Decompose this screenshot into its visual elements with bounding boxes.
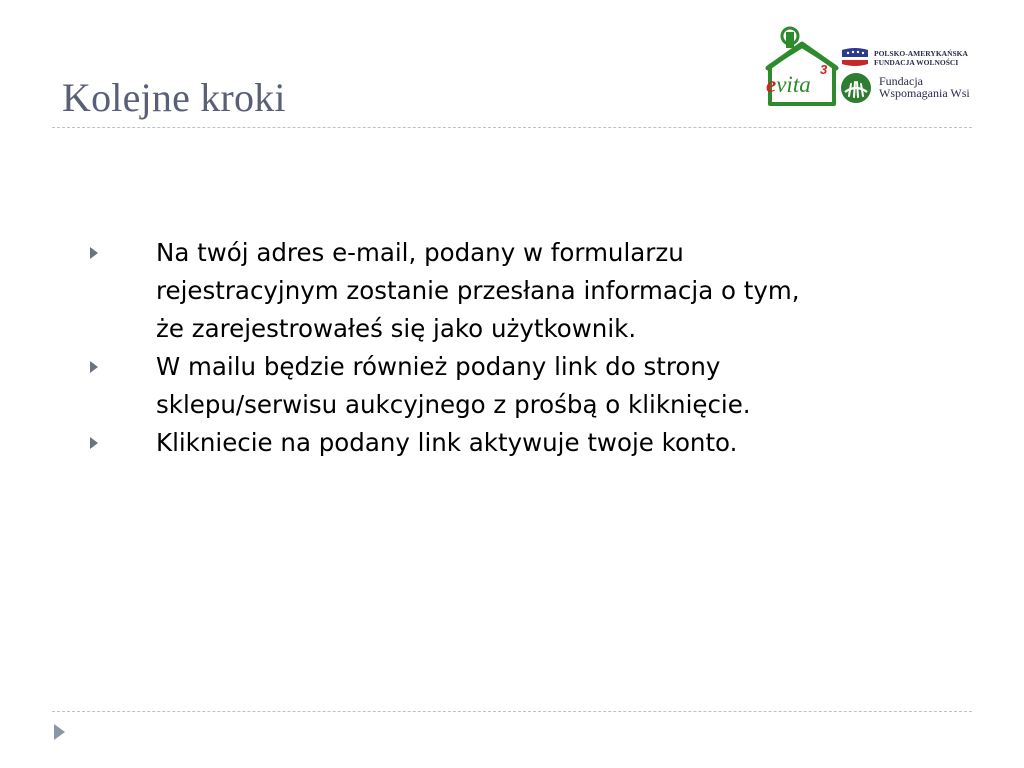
fww-line-1: Fundacja [879, 74, 923, 88]
pafw-logo [840, 46, 979, 68]
bullet-line: rejestracyjnym zostanie przesłana informacja o tym, [156, 276, 800, 305]
bullet-line: sklepu/serwisu aukcyjnego z prośbą o kliknięcie. [156, 390, 751, 419]
bullet-item [88, 234, 968, 348]
fww-line-2: Wspomagania Wsi [879, 86, 970, 100]
bullet-line: że zarejestrowałeś się jako użytkownik. [156, 314, 637, 343]
bullet-line: Na twój adres e-mail, podany w formularzu [156, 238, 684, 267]
fww-text [879, 75, 970, 99]
slide-title: Kolejne kroki [62, 75, 286, 120]
pafw-emblem-icon [840, 46, 870, 68]
fww-emblem-icon [840, 72, 872, 104]
triangle-right-icon [88, 356, 100, 378]
pafw-text [874, 49, 968, 67]
fww-logo [840, 72, 979, 106]
evita-e: e [766, 72, 777, 97]
bullet-list [88, 234, 968, 462]
pafw-line-2: FUNDACJA WOLNOŚCI [874, 58, 959, 67]
bottom-divider [52, 711, 972, 712]
evita-wordmark [766, 62, 828, 98]
bullet-line: Klikniecie na podany link aktywuje twoje konto. [156, 428, 738, 457]
logo-group [764, 26, 979, 112]
bullet-item [88, 424, 968, 462]
top-divider [52, 127, 972, 128]
pafw-line-1: POLSKO-AMERYKAŃSKA [874, 49, 968, 58]
bullet-item [88, 348, 968, 424]
evita-logo [764, 26, 840, 110]
triangle-right-icon [88, 432, 100, 454]
evita-superscript: 3 [820, 62, 828, 77]
bullet-line: W mailu będzie również podany link do strony [156, 352, 721, 381]
evita-rest: vita [776, 72, 811, 97]
next-slide-arrow-icon[interactable] [52, 723, 66, 741]
triangle-right-icon [88, 242, 100, 264]
